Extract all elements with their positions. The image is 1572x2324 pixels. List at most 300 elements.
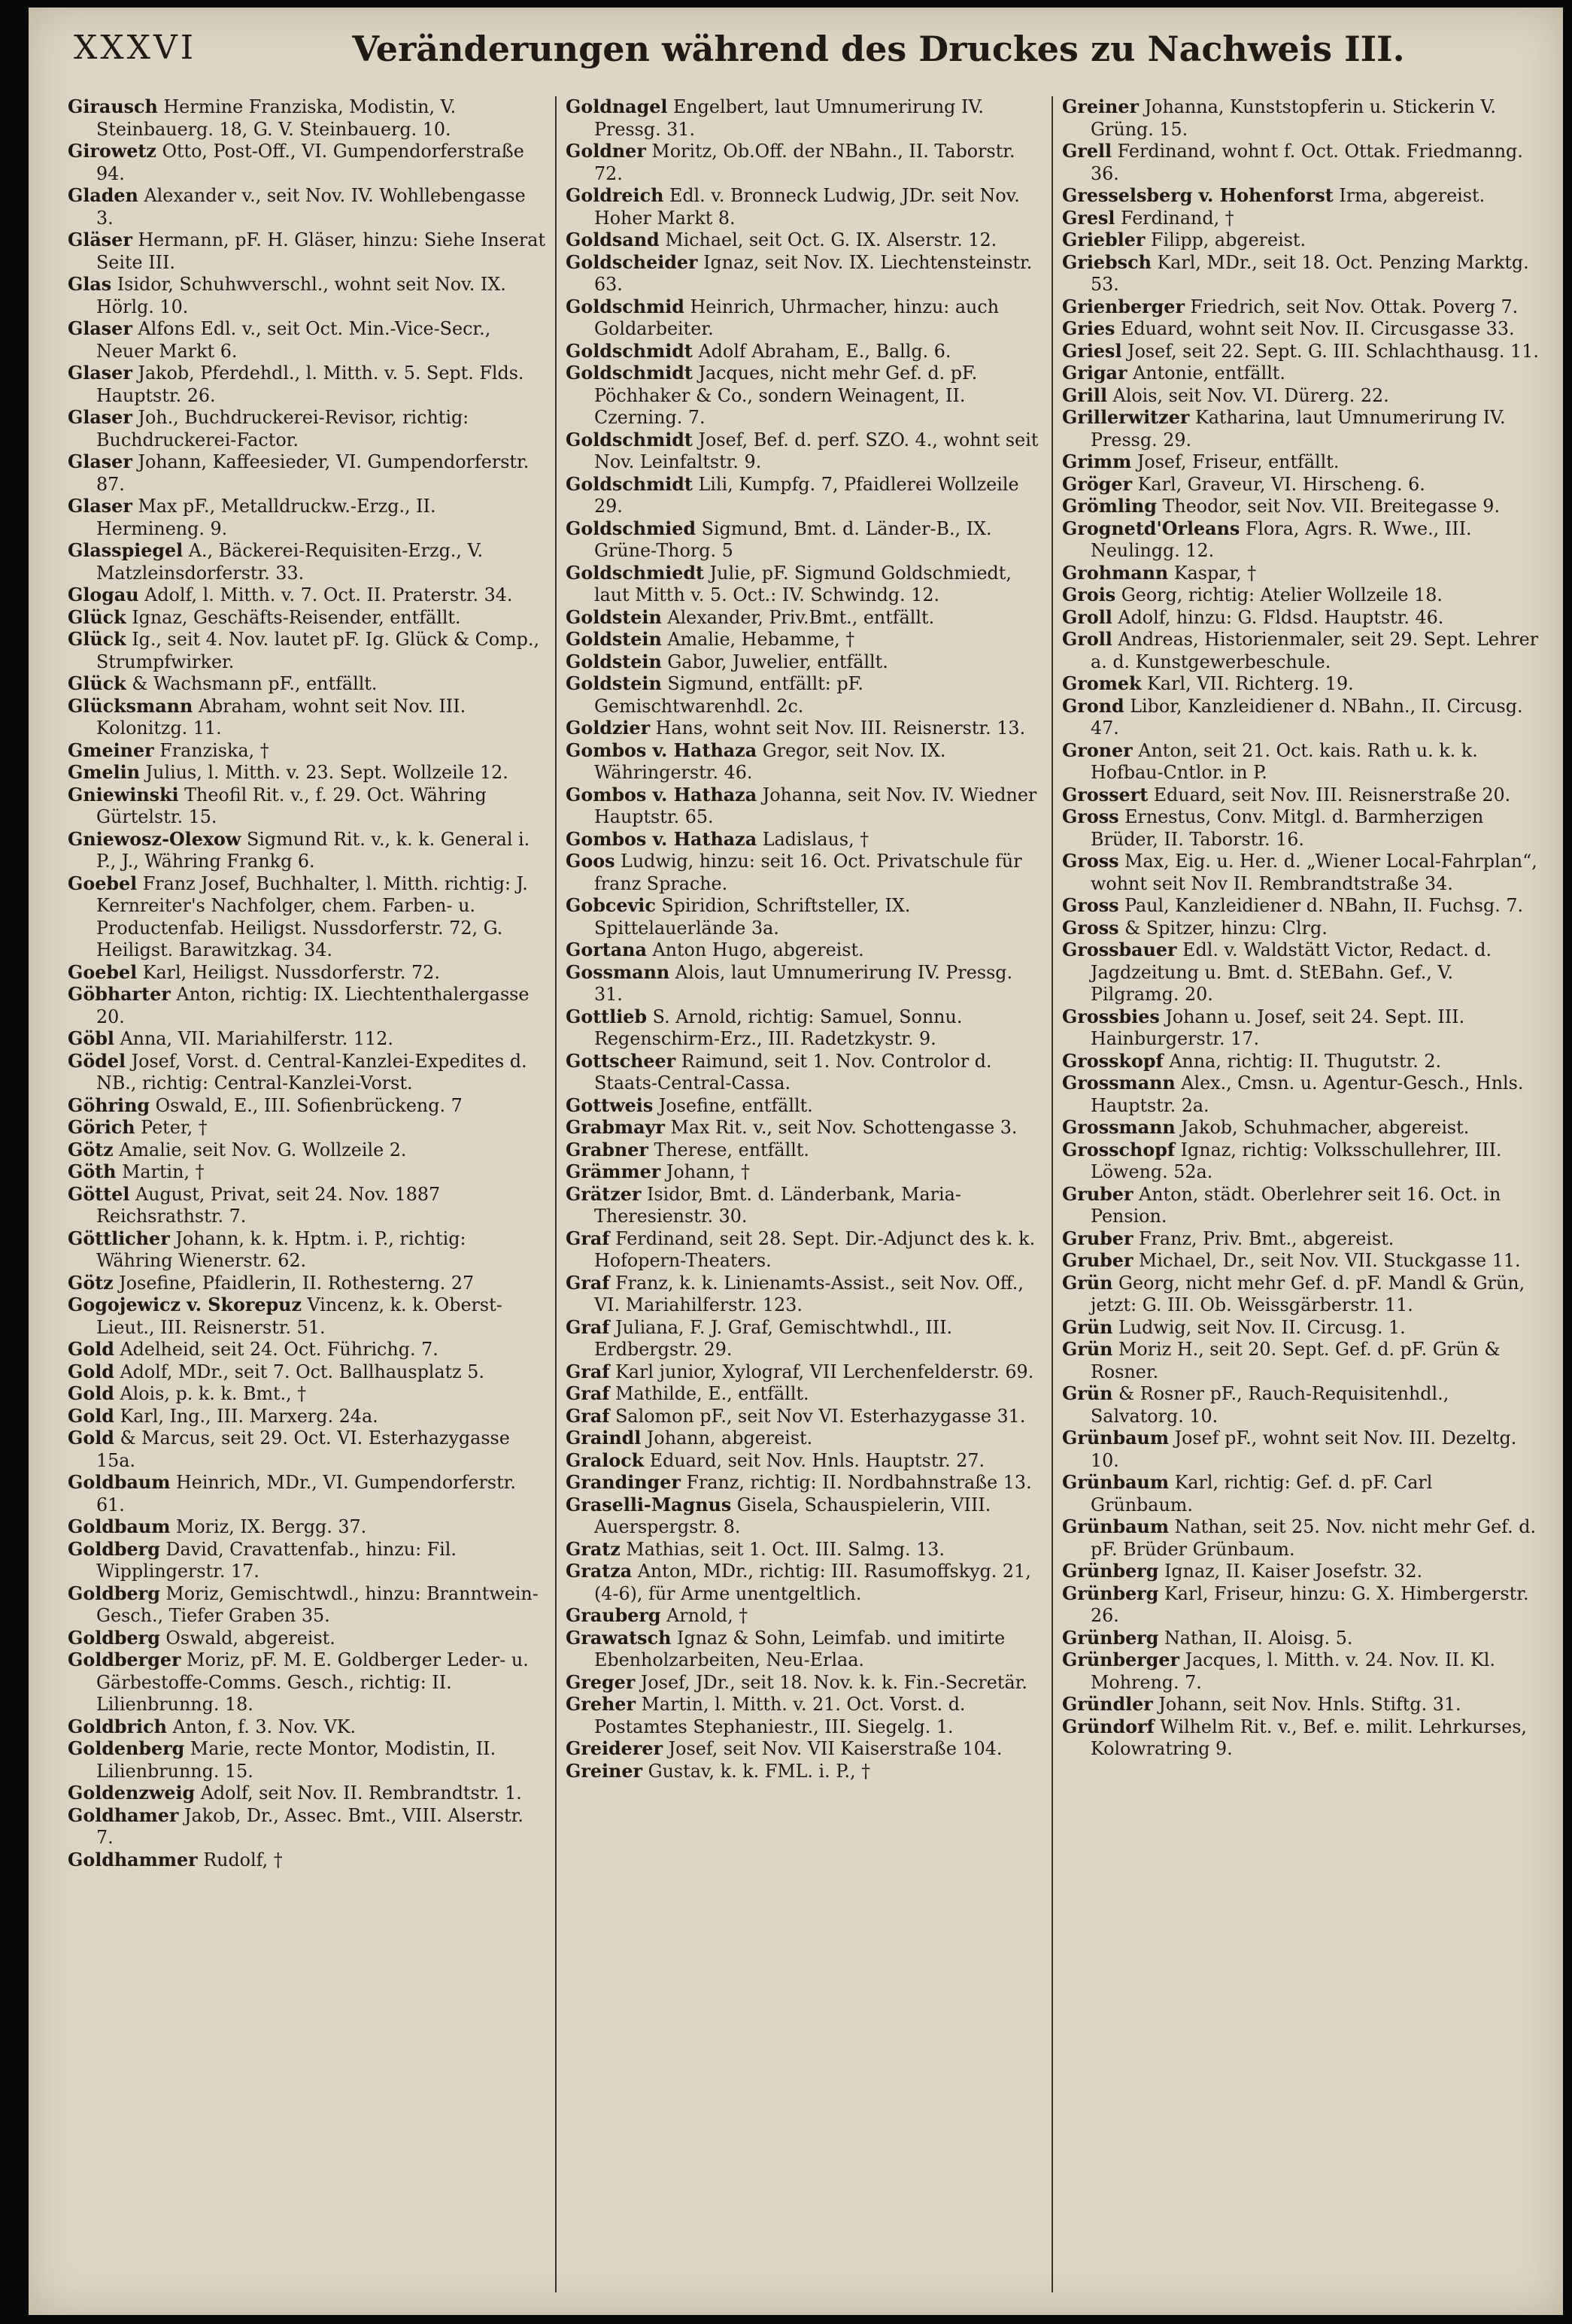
directory-entry: [68, 873, 546, 962]
entry-name: Goldschmid: [566, 296, 684, 317]
entry-text: Johann, abgereist.: [641, 1427, 813, 1449]
entry-name: Gross: [1062, 806, 1119, 827]
directory-entry: [1062, 1228, 1539, 1251]
entry-name: Gralock: [566, 1449, 645, 1471]
entry-name: Glaser: [68, 496, 132, 517]
entry-text: Max Rit. v., seit Nov. Schottengasse 3.: [664, 1117, 1018, 1138]
entry-text: Friedrich, seit Nov. Ottak. Poverg 7.: [1184, 296, 1519, 317]
entry-name: Grauberg: [566, 1605, 661, 1626]
directory-entry: [566, 1117, 1042, 1139]
directory-entry: [68, 1716, 546, 1739]
entry-name: Gromek: [1062, 673, 1142, 694]
entry-text: Heinrich, Uhrmacher, hinzu: auch Goldarbeiter.: [594, 296, 1000, 339]
directory-entry: [1062, 363, 1539, 385]
entry-name: Götz: [68, 1272, 114, 1294]
directory-entry: [1062, 563, 1539, 585]
entry-text: Josefine, entfällt.: [653, 1094, 813, 1116]
entry-name: Grossbies: [1062, 1006, 1160, 1027]
entry-name: Graf: [566, 1272, 610, 1294]
entry-name: Goldberg: [68, 1538, 160, 1560]
entry-text: Alexander, Priv.Bmt., entfällt.: [661, 606, 935, 628]
entry-text: Therese, entfällt.: [648, 1139, 809, 1160]
directory-entry: [68, 540, 546, 584]
entry-text: Ignaz, seit Nov. IX. Liechtensteinstr. 63.: [594, 251, 1033, 295]
entry-name: Graf: [566, 1361, 610, 1382]
directory-entry: [1062, 939, 1539, 1006]
entry-name: Greiner: [566, 1760, 643, 1782]
directory-entry: [1062, 607, 1539, 630]
entry-name: Greiderer: [566, 1738, 663, 1759]
directory-entry: [1062, 318, 1539, 341]
directory-entry: [566, 252, 1042, 296]
entry-text: Josefine, Pfaidlerin, II. Rothesterng. 27: [113, 1272, 475, 1294]
entry-text: Peter, †: [135, 1117, 208, 1138]
entry-name: Gogojewicz v. Skorepuz: [68, 1294, 302, 1315]
directory-entry: [68, 1649, 546, 1716]
directory-entry: [68, 318, 546, 363]
entry-text: Josef, seit Nov. VII Kaiserstraße 104.: [663, 1738, 1003, 1759]
entry-name: Gold: [68, 1339, 114, 1360]
directory-entry: [1062, 518, 1539, 563]
entry-text: Ignaz & Sohn, Leimfab. und imitirte Ebenholzarbeiten, Neu-Erlaa.: [594, 1627, 1006, 1670]
entry-name: Gründorf: [1062, 1716, 1155, 1737]
directory-entry: [566, 962, 1042, 1006]
page-number: XXXVI: [74, 29, 197, 67]
directory-entry: [566, 474, 1042, 518]
entry-name: Göttlicher: [68, 1227, 170, 1249]
entry-text: Jacques, l. Mitth. v. 24. Nov. II. Kl. Mohreng. 7.: [1091, 1649, 1495, 1693]
entry-text: Alex., Cmsn. u. Agentur-Gesch., Hnls. Hauptstr. 2a.: [1091, 1072, 1524, 1116]
directory-entry: [1062, 1006, 1539, 1051]
entry-text: Eduard, seit Nov. III. Reisnerstraße 20.: [1148, 784, 1511, 806]
entry-name: Glaser: [68, 451, 132, 472]
entry-text: Eduard, seit Nov. Hnls. Hauptstr. 27.: [644, 1449, 985, 1471]
entry-text: Alois, p. k. k. Bmt., †: [114, 1383, 307, 1404]
entry-text: Alexander v., seit Nov. IV. Wohllebengasse 3.: [96, 185, 526, 229]
entry-name: Glücksmann: [68, 695, 193, 717]
directory-entry: [68, 1472, 546, 1516]
entry-text: Franz, Priv. Bmt., abgereist.: [1133, 1227, 1394, 1249]
directory-entry: [68, 584, 546, 607]
entry-name: Gratza: [566, 1561, 633, 1582]
directory-entry: [68, 962, 546, 985]
directory-entry: [1062, 1184, 1539, 1228]
entry-text: Adolf, seit Nov. II. Rembrandtstr. 1.: [195, 1782, 522, 1804]
directory-entry: [566, 1383, 1042, 1406]
directory-entry: [1062, 673, 1539, 696]
entry-text: Ferdinand, †: [1115, 207, 1234, 229]
directory-entry: [68, 1294, 546, 1339]
directory-entry: [68, 1383, 546, 1406]
entry-name: Goldberger: [68, 1649, 181, 1670]
entry-name: Grossmann: [1062, 1072, 1176, 1094]
entry-name: Grond: [1062, 695, 1124, 717]
entry-name: Goldberg: [68, 1627, 160, 1649]
directory-entry: [68, 696, 546, 740]
entry-text: Jakob, Pferdehdl., l. Mitth. v. 5. Sept. Flds. Hauptstr. 26.: [96, 363, 524, 406]
entry-text: Rudolf, †: [197, 1849, 283, 1870]
entry-name: Greher: [566, 1694, 636, 1715]
directory-entry: [1062, 141, 1539, 185]
column-3: [1052, 96, 1548, 2292]
column-1: [59, 96, 555, 2292]
entry-text: Josef, Vorst. d. Central-Kanzlei-Expedites d. NB., richtig: Central-Kanzlei-Vorst.: [96, 1050, 527, 1094]
entry-text: Alois, seit Nov. VI. Dürerg. 22.: [1106, 384, 1389, 406]
page-header: [29, 29, 1563, 89]
entry-text: Michael, Dr., seit Nov. VII. Stuckgasse 11.: [1133, 1250, 1521, 1271]
entry-text: Nathan, seit 25. Nov. nicht mehr Gef. d. pF. Brüder Grünbaum.: [1091, 1516, 1537, 1560]
entry-text: Joh., Buchdruckerei-Revisor, richtig: Buchdruckerei-Factor.: [96, 407, 469, 451]
entry-name: Glasspiegel: [68, 540, 184, 561]
directory-entry: [1062, 1117, 1539, 1139]
entry-text: Karl, Heiligst. Nussdorferstr. 72.: [137, 961, 440, 983]
entry-name: Gladen: [68, 185, 138, 206]
directory-entry: [1062, 496, 1539, 518]
entry-name: Goldhamer: [68, 1804, 179, 1826]
entry-text: Anna, richtig: II. Thugutstr. 2.: [1163, 1050, 1442, 1072]
entry-text: Mathilde, E., entfällt.: [609, 1383, 809, 1404]
entry-text: Karl, Friseur, hinzu: G. X. Himbergerstr. 26.: [1091, 1582, 1529, 1626]
entry-name: Goldscheider: [566, 251, 698, 273]
directory-entry: [68, 1028, 546, 1051]
entry-name: Grossert: [1062, 784, 1149, 806]
directory-entry: [68, 1805, 546, 1849]
directory-entry: [68, 1339, 546, 1361]
entry-text: Johanna, seit Nov. IV. Wiedner Hauptstr. 65.: [594, 784, 1037, 827]
entry-text: Josef, seit 22. Sept. G. III. Schlachthausg. 11.: [1121, 340, 1539, 362]
entry-text: Sigmund, Bmt. d. Länder-B., IX. Grüne-Thorg. 5: [594, 517, 992, 561]
directory-entry: [1062, 1072, 1539, 1117]
directory-entry: [566, 1406, 1042, 1428]
directory-entry: [566, 1761, 1042, 1783]
entry-name: Gottweis: [566, 1094, 654, 1116]
entry-name: Goldenberg: [68, 1738, 185, 1759]
entry-name: Gmeiner: [68, 739, 154, 761]
directory-entry: [1062, 1317, 1539, 1339]
entry-text: Michael, seit Oct. G. IX. Alserstr. 12.: [659, 229, 997, 250]
entry-text: Juliana, F. J. Graf, Gemischtwhdl., III. Erdbergstr. 29.: [594, 1316, 953, 1360]
entry-name: Gründler: [1062, 1694, 1153, 1715]
entry-text: Franziska, †: [153, 739, 269, 761]
entry-name: Greger: [566, 1671, 636, 1693]
entry-text: Amalie, Hebamme, †: [661, 629, 855, 650]
entry-text: Engelbert, laut Umnumerirung IV. Pressg. 31.: [594, 96, 984, 140]
entry-text: Hermann, pF. H. Gläser, hinzu: Siehe Inserat Seite III.: [96, 229, 546, 273]
entry-text: Anton Hugo, abgereist.: [646, 939, 864, 960]
entry-text: Theofil Rit. v., f. 29. Oct. Währing Gürtelstr. 15.: [96, 784, 487, 827]
entry-text: Adolf Abraham, E., Ballg. 6.: [692, 340, 951, 362]
entry-text: Adelheid, seit 24. Oct. Führichg. 7.: [114, 1339, 439, 1360]
directory-entry: [68, 1738, 546, 1782]
entry-text: Raimund, seit 1. Nov. Controlor d. Staats-Central-Cassa.: [594, 1050, 992, 1094]
directory-entry: [68, 984, 546, 1028]
directory-entry: [566, 96, 1042, 141]
entry-name: Goebel: [68, 961, 138, 983]
directory-entry: [68, 451, 546, 496]
entry-text: Anton, f. 3. Nov. VK.: [166, 1716, 357, 1737]
entry-name: Griesl: [1062, 340, 1122, 362]
entry-name: Grigar: [1062, 363, 1127, 384]
entry-columns: [59, 96, 1548, 2292]
entry-name: Goldschmidt: [566, 473, 693, 495]
directory-entry: [566, 1317, 1042, 1361]
entry-name: Glaser: [68, 363, 132, 384]
directory-entry: [68, 1427, 546, 1472]
directory-entry: [1062, 1383, 1539, 1427]
entry-text: Anton, richtig: IX. Liechtenthalergasse 20.: [96, 984, 530, 1027]
directory-entry: [1062, 895, 1539, 918]
entry-name: Gresselsberg v. Hohenforst: [1062, 185, 1334, 206]
entry-text: Karl, MDr., seit 18. Oct. Penzing Marktg. 53.: [1091, 251, 1529, 295]
directory-entry: [1062, 229, 1539, 252]
entry-text: S. Arnold, richtig: Samuel, Sonnu. Regenschirm-Erz., III. Radetzkystr. 9.: [594, 1006, 963, 1049]
entry-text: Isidor, Schuhwverschl., wohnt seit Nov. IX. Hörlg. 10.: [96, 274, 506, 317]
directory-entry: [68, 1095, 546, 1118]
directory-entry: [566, 1184, 1042, 1228]
entry-text: Hans, wohnt seit Nov. III. Reisnerstr. 13.: [650, 718, 1026, 739]
entry-text: Moriz H., seit 20. Sept. Gef. d. pF. Grün & Rosner.: [1091, 1339, 1501, 1382]
entry-name: Griebsch: [1062, 251, 1152, 273]
entry-name: Gruber: [1062, 1250, 1133, 1271]
entry-name: Grandinger: [566, 1472, 681, 1493]
entry-text: Karl, richtig: Gef. d. pF. Carl Grünbaum.: [1091, 1472, 1433, 1515]
entry-name: Gniewinski: [68, 784, 179, 806]
entry-text: Marie, recte Montor, Modistin, II. Lilienbrunng. 15.: [96, 1738, 496, 1782]
entry-name: Gombos v. Hathaza: [566, 784, 757, 806]
entry-text: Libor, Kanzleidiener d. NBahn., II. Circusg. 47.: [1091, 695, 1523, 739]
directory-entry: [566, 1273, 1042, 1317]
entry-name: Gobcevic: [566, 895, 656, 916]
directory-entry: [566, 341, 1042, 363]
entry-text: Johann, †: [660, 1161, 750, 1182]
entry-text: Julie, pF. Sigmund Goldschmiedt, laut Mitth v. 5. Oct.: IV. Schwindg. 12.: [594, 562, 1012, 605]
entry-name: Goldschmiedt: [566, 562, 705, 584]
directory-entry: [566, 1095, 1042, 1118]
entry-text: Adolf, hinzu: G. Fldsd. Hauptstr. 46.: [1112, 606, 1444, 628]
directory-entry: [68, 829, 546, 873]
entry-name: Grossbauer: [1062, 939, 1177, 960]
directory-entry: [1062, 385, 1539, 408]
directory-entry: [68, 229, 546, 274]
directory-entry: [566, 1472, 1042, 1494]
entry-text: Paul, Kanzleidiener d. NBahn, II. Fuchsg. 7.: [1118, 895, 1524, 916]
entry-text: Ludwig, seit Nov. II. Circusg. 1.: [1112, 1316, 1406, 1338]
entry-text: Alfons Edl. v., seit Oct. Min.-Vice-Secr., Neuer Markt 6.: [96, 318, 491, 362]
directory-entry: [566, 1672, 1042, 1694]
entry-name: Gold: [68, 1405, 114, 1427]
entry-name: Goebel: [68, 872, 138, 894]
entry-name: Goldschmidt: [566, 429, 693, 451]
entry-text: Salomon pF., seit Nov VI. Esterhazygasse 31.: [609, 1405, 1026, 1427]
entry-name: Gläser: [68, 229, 132, 250]
directory-entry: [566, 673, 1042, 718]
entry-name: Grünberger: [1062, 1649, 1180, 1670]
entry-name: Grün: [1062, 1383, 1113, 1404]
entry-name: Grillerwitzer: [1062, 407, 1190, 428]
entry-text: Georg, richtig: Atelier Wollzeile 18.: [1115, 584, 1443, 605]
entry-name: Goos: [566, 851, 615, 872]
entry-name: Glaser: [68, 407, 132, 428]
entry-name: Götz: [68, 1139, 114, 1160]
directory-entry: [566, 740, 1042, 784]
entry-name: Goldstein: [566, 673, 662, 694]
directory-entry: [1062, 584, 1539, 607]
entry-name: Grognetd'Orleans: [1062, 517, 1240, 539]
entry-name: Goldnagel: [566, 96, 668, 117]
entry-name: Groll: [1062, 606, 1112, 628]
entry-text: Flora, Agrs. R. Wwe., III. Neulingg. 12.: [1091, 517, 1472, 561]
directory-entry: [566, 1427, 1042, 1450]
directory-entry: [1062, 296, 1539, 319]
entry-text: & Wachsmann pF., entfällt.: [126, 673, 378, 694]
entry-name: Gottscheer: [566, 1050, 676, 1072]
directory-entry: [68, 1583, 546, 1628]
entry-text: Heinrich, MDr., VI. Gumpendorferstr. 61.: [96, 1472, 516, 1515]
entry-name: Gruber: [1062, 1183, 1133, 1205]
entry-name: Gottlieb: [566, 1006, 648, 1027]
entry-text: Mathias, seit 1. Oct. III. Salmg. 13.: [620, 1538, 945, 1560]
entry-text: & Marcus, seit 29. Oct. VI. Esterhazygasse 15a.: [96, 1427, 510, 1471]
entry-name: Gratz: [566, 1538, 621, 1560]
directory-entry: [1062, 1472, 1539, 1516]
entry-name: Grünbaum: [1062, 1427, 1170, 1449]
directory-entry: [566, 518, 1042, 563]
directory-entry: [1062, 629, 1539, 673]
entry-name: Görich: [68, 1117, 135, 1138]
directory-entry: [1062, 185, 1539, 208]
entry-name: Graf: [566, 1405, 610, 1427]
entry-name: Glas: [68, 274, 112, 295]
entry-text: Ferdinand, wohnt f. Oct. Ottak. Friedmanng. 36.: [1091, 141, 1523, 184]
directory-entry: [1062, 1561, 1539, 1583]
directory-entry: [566, 429, 1042, 474]
entry-text: Georg, nicht mehr Gef. d. pF. Mandl & Grün, jetzt: G. III. Ob. Weissgärberstr. 11.: [1091, 1272, 1525, 1315]
entry-text: Moriz, pF. M. E. Goldberger Leder- u. Gärbestoffe-Comms. Gesch., richtig: II. Lilienbrunng. 18.: [96, 1649, 529, 1715]
entry-text: Nathan, II. Aloisg. 5.: [1158, 1627, 1353, 1649]
entry-text: Moritz, Ob.Off. der NBahn., II. Taborstr. 72.: [594, 141, 1015, 184]
entry-text: Johann, k. k. Hptm. i. P., richtig: Währing Wienerstr. 62.: [96, 1227, 466, 1271]
directory-entry: [1062, 918, 1539, 940]
directory-entry: [1062, 1273, 1539, 1317]
directory-entry: [1062, 1250, 1539, 1273]
directory-entry: [566, 1605, 1042, 1628]
entry-name: Gombos v. Hathaza: [566, 828, 757, 850]
entry-text: Andreas, Historienmaler, seit 29. Sept. Lehrer a. d. Kunstgewerbeschule.: [1091, 629, 1539, 672]
entry-name: Gries: [1062, 318, 1115, 339]
entry-text: Anton, seit 21. Oct. kais. Rath u. k. k. Hofbau-Cntlor. in P.: [1091, 739, 1478, 783]
entry-text: Theodor, seit Nov. VII. Breitegasse 9.: [1156, 496, 1501, 517]
directory-entry: [566, 718, 1042, 740]
entry-text: Gabor, Juwelier, entfällt.: [661, 651, 888, 672]
entry-name: Goldschmidt: [566, 340, 693, 362]
directory-entry: [566, 1494, 1042, 1539]
entry-name: Grämmer: [566, 1161, 661, 1182]
entry-text: Gustav, k. k. FML. i. P., †: [642, 1760, 871, 1782]
entry-text: Otto, Post-Off., VI. Gumpendorferstraße 94.: [96, 141, 524, 184]
entry-text: Josef, JDr., seit 18. Nov. k. k. Fin.-Secretär.: [635, 1671, 1027, 1693]
directory-entry: [566, 363, 1042, 429]
entry-text: Johann, seit Nov. Hnls. Stiftg. 31.: [1152, 1694, 1461, 1715]
directory-entry: [68, 1406, 546, 1428]
entry-text: Josef pF., wohnt seit Nov. III. Dezeltg. 10.: [1091, 1427, 1517, 1471]
directory-entry: [566, 229, 1042, 252]
entry-text: Alois, laut Umnumerirung IV. Pressg. 31.: [594, 961, 1013, 1005]
entry-text: Gisela, Schauspielerin, VIII. Auerspergstr. 8.: [594, 1494, 991, 1537]
entry-text: Karl junior, Xylograf, VII Lerchenfelderstr. 69.: [609, 1361, 1034, 1382]
directory-entry: [1062, 96, 1539, 141]
entry-text: Adolf, l. Mitth. v. 7. Oct. II. Praterstr. 34.: [138, 584, 513, 605]
entry-text: Irma, abgereist.: [1333, 185, 1486, 206]
entry-text: Ignaz, Geschäfts-Reisender, entfällt.: [126, 606, 461, 628]
entry-text: Johann u. Josef, seit 24. Sept. III. Hainburgerstr. 17.: [1091, 1006, 1465, 1049]
entry-text: Oswald, E., III. Sofienbrückeng. 7: [150, 1094, 463, 1116]
entry-name: Grünbaum: [1062, 1516, 1170, 1537]
directory-entry: [1062, 784, 1539, 807]
directory-entry: [1062, 806, 1539, 851]
entry-name: Gniewosz-Olexow: [68, 828, 241, 850]
entry-text: Ignaz, richtig: Volksschullehrer, III. Löweng. 52a.: [1091, 1139, 1502, 1182]
entry-name: Graf: [566, 1227, 610, 1249]
entry-text: Edl. v. Bronneck Ludwig, JDr. seit Nov. Hoher Markt 8.: [594, 185, 1020, 229]
entry-text: Jakob, Schuhmacher, abgereist.: [1175, 1117, 1470, 1138]
entry-text: Martin, †: [116, 1161, 205, 1182]
directory-entry: [1062, 1139, 1539, 1184]
entry-text: Franz, k. k. Linienamts-Assist., seit Nov. Off., VI. Mariahilferstr. 123.: [594, 1272, 1024, 1315]
entry-name: Göbharter: [68, 984, 171, 1005]
directory-entry: [1062, 1339, 1539, 1383]
page-title: Veränderungen während des Druckes zu Nachweis III.: [352, 29, 1405, 69]
directory-entry: [566, 939, 1042, 962]
entry-name: Glogau: [68, 584, 139, 605]
entry-name: Goldzier: [566, 718, 651, 739]
entry-name: Grün: [1062, 1272, 1113, 1294]
entry-name: Grätzer: [566, 1183, 642, 1205]
entry-text: Johanna, Kunststopferin u. Stickerin V. Grüng. 15.: [1091, 96, 1496, 140]
entry-name: Goldstein: [566, 606, 662, 628]
directory-entry: [68, 607, 546, 630]
entry-name: Gold: [68, 1361, 114, 1382]
directory-entry: [68, 1051, 546, 1095]
entry-text: Arnold, †: [660, 1605, 748, 1626]
entry-name: Grell: [1062, 141, 1112, 162]
directory-entry: [566, 895, 1042, 939]
entry-text: Franz Josef, Buchhalter, l. Mitth. richtig: J. Kernreiter's Nachfolger, chem. Farben- u. Productenfab. Heiligst. Nussdorferstr. 72, G. Heiligst. Barawitzkag. 34.: [96, 872, 528, 960]
directory-entry: [566, 1561, 1042, 1605]
entry-name: Gross: [1062, 895, 1119, 916]
entry-name: Goldhammer: [68, 1849, 198, 1870]
entry-text: Eduard, wohnt seit Nov. II. Circusgasse 33.: [1115, 318, 1515, 339]
entry-name: Grienberger: [1062, 296, 1185, 317]
entry-name: Gortana: [566, 939, 647, 960]
directory-entry: [68, 274, 546, 318]
directory-entry: [566, 651, 1042, 674]
directory-entry: [68, 1273, 546, 1295]
entry-text: Karl, Ing., III. Marxerg. 24a.: [114, 1405, 378, 1427]
directory-entry: [68, 496, 546, 540]
entry-text: Vincenz, k. k. Oberst-Lieut., III. Reisnerstr. 51.: [96, 1294, 502, 1338]
entry-name: Grohmann: [1062, 562, 1169, 584]
entry-name: Göth: [68, 1161, 117, 1182]
entry-text: Oswald, abgereist.: [159, 1627, 335, 1649]
entry-text: Ig., seit 4. Nov. lautet pF. Ig. Glück & Comp., Strumpfwirker.: [96, 629, 540, 672]
entry-name: Gruber: [1062, 1227, 1133, 1249]
directory-entry: [68, 1628, 546, 1650]
entry-text: Edl. v. Waldstätt Victor, Redact. d. Jagdzeitung u. Bmt. d. StEBahn. Gef., V. Pilgramg. 20.: [1091, 939, 1492, 1005]
entry-text: August, Privat, seit 24. Nov. 1887 Reichsrathstr. 7.: [96, 1183, 441, 1227]
entry-text: Moriz, IX. Bergg. 37.: [170, 1516, 367, 1537]
directory-entry: [566, 629, 1042, 651]
directory-entry: [1062, 696, 1539, 740]
